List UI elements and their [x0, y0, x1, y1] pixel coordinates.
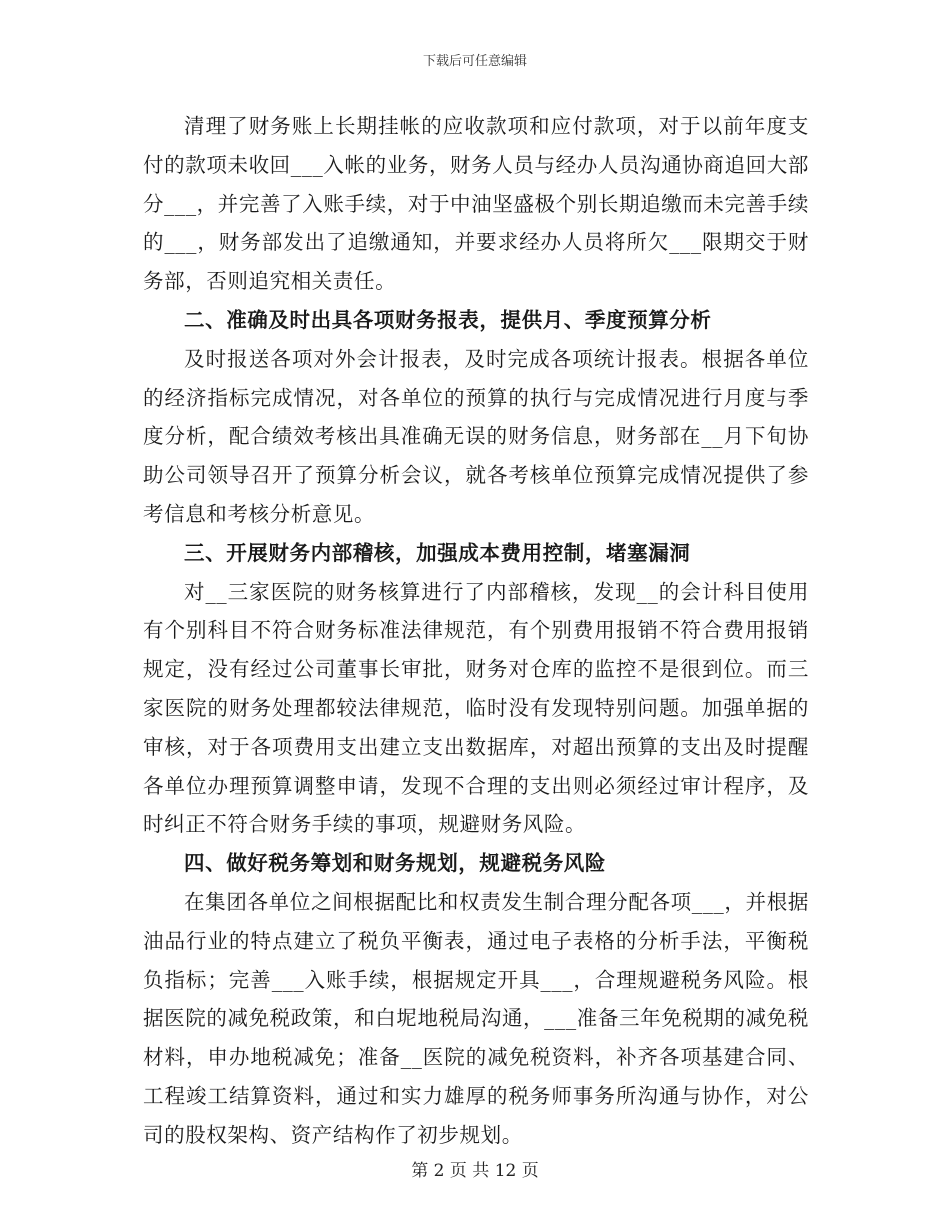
- paragraph-tax-planning: 在集团各单位之间根据配比和权责发生制合理分配各项___，并根据油品行业的特点建立了税负平衡表，通过电子表格的分析手法，平衡税负指标；完善___入账手续，根据规定开具___，合理规避税务风险。根据医院的减免税政策，和白坭地税局沟通，___准备三年免税期的减免税材料，申办地税减免；准备__医院的减免税资料，补齐各项基建合同、工程竣工结算资料，通过和实力雄厚的税务师事务所沟通与协作，对公司的股权架构、资产结构作了初步规划。: [143, 889, 809, 1147]
- document-body: [143, 107, 809, 1155]
- page-number-footer: 第 2 页 共 12 页: [411, 1161, 539, 1181]
- paragraph-accounts-cleanup: 清理了财务账上长期挂帐的应收款项和应付款项，对于以前年度支付的款项未收回___入帐的业务，财务人员与经办人员沟通协商追回大部分___，并完善了入账手续，对于中油坚盛极个别长期追缴而未完善手续的___，财务部发出了追缴通知，并要求经办人员将所欠___限期交于财务部，否则追究相关责任。: [143, 114, 809, 294]
- paragraph-reports: 及时报送各项对外会计报表，及时完成各项统计报表。根据各单位的经济指标完成情况，对各单位的预算的执行与完成情况进行月度与季度分析，配合绩效考核出具准确无误的财务信息，财务部在__月下旬协助公司领导召开了预算分析会议，就各考核单位预算完成情况提供了参考信息和考核分析意见。: [143, 346, 809, 526]
- section-heading-3: 三、开展财务内部稽核，加强成本费用控制，堵塞漏洞: [184, 540, 691, 565]
- section-heading-2: 二、准确及时出具各项财务报表，提供月、季度预算分析: [184, 307, 712, 332]
- section-heading-4: 四、做好税务筹划和财务规划，规避税务风险: [184, 851, 606, 876]
- paragraph-internal-audit: 对__三家医院的财务核算进行了内部稽核，发现__的会计科目使用有个别科目不符合财务标准法律规范，有个别费用报销不符合费用报销规定，没有经过公司董事长审批，财务对仓库的监控不是很到位。而三家医院的财务处理都较法律规范，临时没有发现特别问题。加强单据的审核，对于各项费用支出建立支出数据库，对超出预算的支出及时提醒各单位办理预算调整申请，发现不合理的支出则必须经过审计程序，及时纠正不符合财务手续的事项，规避财务风险。: [143, 579, 809, 837]
- page-header: 下载后可任意编辑: [422, 54, 527, 69]
